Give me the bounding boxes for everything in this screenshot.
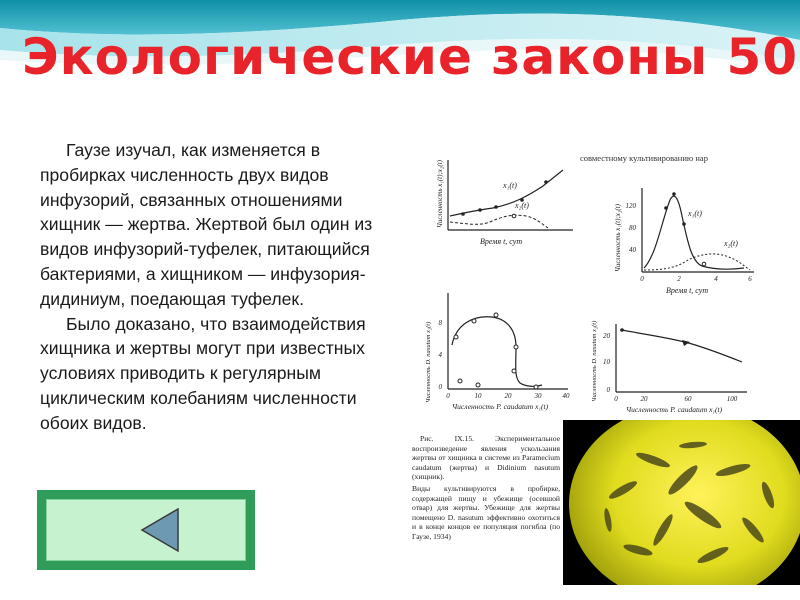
g2-series-x2-label: x₂(t) <box>724 239 738 248</box>
g3-x-tick: 0 <box>446 392 450 400</box>
microscope-image <box>563 420 800 585</box>
g3-y-tick: 4 <box>438 351 442 359</box>
g4-x-tick: 60 <box>684 395 692 403</box>
microscope-photo <box>563 420 800 585</box>
slide-title: Экологические законы 50 <box>22 28 799 86</box>
g3-y-axis-label: Численность D. nasutum x₂(t) <box>425 321 432 403</box>
g3-y-tick: 8 <box>438 319 442 327</box>
g1-series-x1-label: x₁(t) <box>503 181 517 190</box>
g2-x-tick: 2 <box>677 275 681 283</box>
graph-time-series-1 <box>418 150 578 250</box>
g2-y-tick: 80 <box>629 224 636 232</box>
g3-x-tick: 40 <box>562 392 570 400</box>
g3-x-tick: 10 <box>474 392 482 400</box>
g2-x-tick: 6 <box>748 275 752 283</box>
g3-x-tick: 30 <box>534 392 542 400</box>
g2-y-tick: 120 <box>625 202 636 210</box>
slide-body-text <box>40 138 402 436</box>
g4-x-tick: 20 <box>640 395 648 403</box>
g2-series-x1-label: x₁(t) <box>688 209 702 218</box>
back-arrow-icon <box>138 506 182 554</box>
g2-x-axis-label: Время t, сут <box>666 286 709 295</box>
g1-y-axis-label: Численность x₁(t);x₂(t) <box>436 160 444 228</box>
paragraph-1: Гаузе изучал, как изменяется в пробирках численность двух видов инфузорий, связанных отношениями хищник — жертва. Жертвой был один из видов инфузорий-туфелек, питающийся бактериями, а хищником — инфузория-дидиниум, поедающая туфелек. <box>40 140 373 309</box>
figure-top-note: совместному культивированию нар <box>580 153 708 163</box>
back-button[interactable] <box>37 490 255 570</box>
g4-x-axis-label: Численность P. caudatum x₁(t) <box>626 405 723 414</box>
g4-y-tick: 10 <box>603 358 610 366</box>
g4-y-axis-label: Численность D. nasutum x₂(t) <box>591 320 598 402</box>
graph-time-series-2 <box>604 180 764 300</box>
g3-x-axis-label: Численность P. caudatum x₁(t) <box>452 402 549 411</box>
g4-x-tick: 100 <box>726 395 738 403</box>
g2-y-axis-label: Численность x₁(t);x₂(t) <box>614 204 622 272</box>
g3-x-tick: 20 <box>504 392 512 400</box>
g4-x-tick: 0 <box>614 395 618 403</box>
caption-line-2: Виды культивируются в пробирке, содержащей пищу и убежище (осевшой отвар) для жертвы. Убежище для жертвы помещено D. nasutum эффективно охотиться и в конце концов ее популяция погибла (по Гаузе, 1934) <box>412 483 560 541</box>
g3-y-tick: 0 <box>438 383 442 391</box>
graph-phase-plot-1 <box>416 285 576 415</box>
g2-y-tick: 40 <box>629 246 636 254</box>
figure-caption <box>412 434 560 584</box>
back-button-inner <box>46 499 246 561</box>
graph-phase-plot-2 <box>582 316 752 416</box>
g1-series-x2-label: x₂(t) <box>515 201 529 210</box>
g2-x-tick: 0 <box>640 275 644 283</box>
caption-line-1: Рис. IX.15. Экспериментальное воспроизведение явления ускользания жертвы от хищника в системе из Paramecium caudatum (жертва) и Didinium nasutum (хищник). <box>412 434 560 482</box>
g4-y-tick: 20 <box>603 332 610 340</box>
g2-x-tick: 4 <box>714 275 718 283</box>
g4-y-tick: 0 <box>606 386 610 394</box>
paragraph-2: Было доказано, что взаимодействия хищника и жертвы могут при известных условиях приводить к регулярным циклическим колебаниям численности обоих видов. <box>40 313 366 433</box>
g1-x-axis-label: Время t, сут <box>480 237 523 246</box>
